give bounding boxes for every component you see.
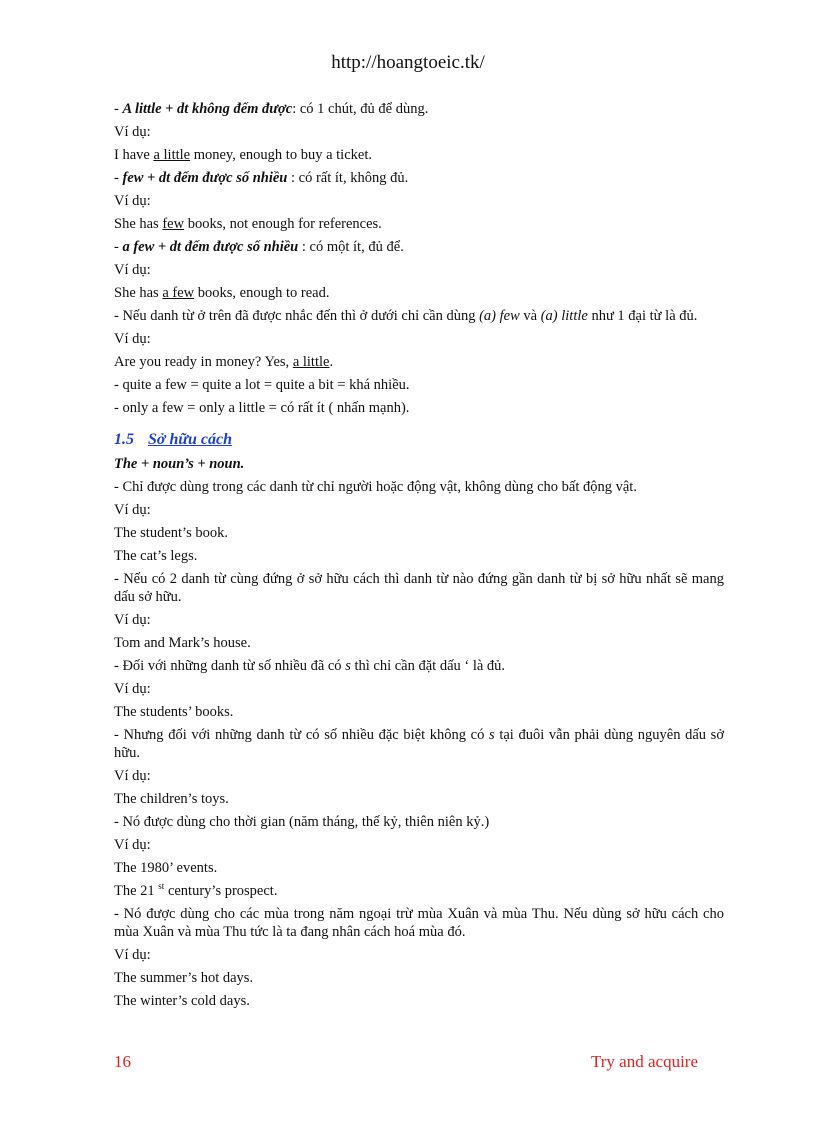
example-sentence: The children’s toys. <box>114 791 229 807</box>
rule-pronoun-use: - Nếu danh từ ở trên đã được nhắc đến thì ở dưới chỉ cần dùng (a) few và (a) little như 1 đại từ là đủ. <box>114 308 698 324</box>
page-header-url: http://hoangtoeic.tk/ <box>331 52 485 73</box>
example-label: Ví dụ: <box>114 837 151 853</box>
example-label: Ví dụ: <box>114 124 151 140</box>
example-label: Ví dụ: <box>114 331 151 347</box>
page-content <box>114 100 724 1015</box>
rule-a-little: - A little + dt không đếm được: có 1 chút, đủ để dùng. <box>114 101 429 117</box>
example-label: Ví dụ: <box>114 502 151 518</box>
rule-few: - few + dt đếm được số nhiều : có rất ít, không đủ. <box>114 170 409 186</box>
example-sentence: The cat’s legs. <box>114 548 198 564</box>
possessive-formula: The + noun’s + noun. <box>114 456 245 472</box>
rule-quite-a-few: - quite a few = quite a lot = quite a bit = khá nhiều. <box>114 377 410 393</box>
example-sentence: The student’s book. <box>114 525 228 541</box>
example-sentence: The 1980’ events. <box>114 860 218 876</box>
example-label: Ví dụ: <box>114 193 151 209</box>
rule-text: - Đối với những danh từ số nhiều đã có s thì chỉ cần đặt dấu ‘ là đủ. <box>114 658 506 674</box>
example-label: Ví dụ: <box>114 947 151 963</box>
example-label: Ví dụ: <box>114 768 151 784</box>
example-sentence: I have a little money, enough to buy a ticket. <box>114 147 372 163</box>
rule-only-a-few: - only a few = only a little = có rất ít ( nhấn mạnh). <box>114 400 410 416</box>
rule-a-few: - a few + dt đếm được số nhiều : có một ít, đủ để. <box>114 239 404 255</box>
example-sentence: The students’ books. <box>114 704 234 720</box>
example-sentence: She has a few books, enough to read. <box>114 285 330 301</box>
example-sentence: Are you ready in money? Yes, a little. <box>114 354 334 370</box>
example-label: Ví dụ: <box>114 681 151 697</box>
section-title-link[interactable]: Sở hữu cách <box>148 431 232 448</box>
example-label: Ví dụ: <box>114 612 151 628</box>
example-sentence: The winter’s cold days. <box>114 993 250 1009</box>
rule-text: - Nhưng đối với những danh từ có số nhiều đặc biệt không có s tại đuôi vẫn phải dùng nguyên dấu sở hữu. <box>114 727 724 761</box>
rule-text: - Chỉ được dùng trong các danh từ chỉ người hoặc động vật, không dùng cho bất động vật. <box>114 479 637 495</box>
example-sentence: The 21 $^{st}$ century’s prospect. <box>114 881 278 899</box>
rule-text: - Nếu có 2 danh từ cùng đứng ở sở hữu cách thì danh từ nào đứng gần danh từ bị sở hữu nhất sẽ mang dấu sở hữu. <box>114 571 724 605</box>
example-sentence: Tom and Mark’s house. <box>114 635 251 651</box>
page-number: 16 <box>114 1052 131 1071</box>
example-sentence: The summer’s hot days. <box>114 970 254 986</box>
footer-slogan: Try and acquire <box>590 1052 698 1071</box>
section-number: 1.5 <box>114 431 134 448</box>
section-heading[interactable] <box>114 431 724 449</box>
rule-text: - Nó được dùng cho các mùa trong năm ngoại trừ mùa Xuân và mùa Thu. Nếu dùng sở hữu cách cho mùa Xuân và mùa Thu tức là ta đang nhân cách hoá mùa đó. <box>114 906 724 940</box>
example-sentence: She has few books, not enough for references. <box>114 216 382 232</box>
rule-text: - Nó được dùng cho thời gian (năm tháng, thế kỷ, thiên niên kỷ.) <box>114 814 490 830</box>
example-label: Ví dụ: <box>114 262 151 278</box>
